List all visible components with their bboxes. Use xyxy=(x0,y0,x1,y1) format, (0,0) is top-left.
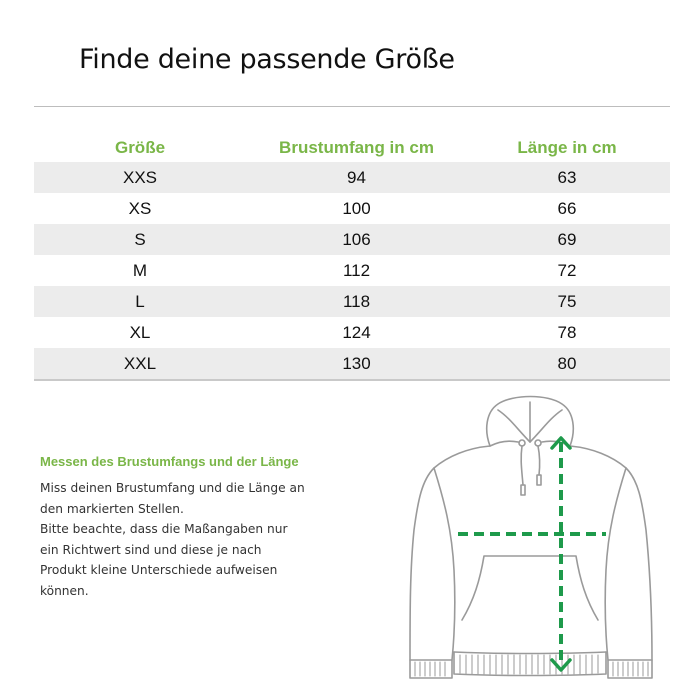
cell-chest: 112 xyxy=(342,260,371,280)
table-row xyxy=(34,224,670,255)
table-row xyxy=(34,255,670,286)
cell-chest: 94 xyxy=(347,167,366,187)
instructions-line: den markierten Stellen. xyxy=(40,501,184,516)
table-row xyxy=(34,348,670,379)
table-row xyxy=(34,162,670,193)
instructions-line: Miss deinen Brustumfang und die Länge an xyxy=(40,481,305,495)
cell-size: XXL xyxy=(123,353,157,373)
cell-chest: 100 xyxy=(342,198,371,218)
cell-size: S xyxy=(134,229,146,249)
measuring-instructions xyxy=(40,454,350,601)
cell-length: 80 xyxy=(557,353,577,373)
table-bottom-rule xyxy=(34,379,670,381)
header-size: Größe xyxy=(114,138,166,157)
title-divider xyxy=(34,106,670,107)
cell-length: 75 xyxy=(557,291,577,311)
cell-length: 78 xyxy=(557,322,577,342)
cell-length: 69 xyxy=(557,229,577,249)
instructions-line: können. xyxy=(40,583,89,598)
instructions-line: ein Richtwert sind und diese je nach xyxy=(40,542,262,557)
cell-chest: 106 xyxy=(342,229,371,249)
cell-size: XXS xyxy=(122,167,158,187)
cell-size: M xyxy=(132,260,148,280)
hoodie-measurement-icon xyxy=(398,390,668,687)
cell-length: 66 xyxy=(557,198,577,218)
cell-size: XL xyxy=(129,322,151,342)
instructions-line: Bitte beachte, dass die Maßangaben nur xyxy=(40,522,288,536)
instructions-line: Produkt kleine Unterschiede aufweisen xyxy=(40,563,278,577)
header-chest: Brustumfang in cm xyxy=(279,138,434,157)
table-row xyxy=(34,286,670,317)
instructions-heading: Messen des Brustumfangs und der Länge xyxy=(40,454,299,469)
cell-size: L xyxy=(135,291,145,311)
cell-chest: 118 xyxy=(342,291,371,311)
cell-length: 72 xyxy=(557,260,577,280)
table-row xyxy=(34,193,670,224)
cell-chest: 130 xyxy=(342,353,371,373)
header-length: Länge in cm xyxy=(517,138,617,157)
page-title: Finde deine passende Größe xyxy=(79,44,455,75)
cell-length: 63 xyxy=(557,167,577,187)
cell-size: XS xyxy=(128,198,152,218)
table-header xyxy=(34,134,670,162)
instructions-text xyxy=(40,478,350,601)
cell-chest: 124 xyxy=(342,322,371,342)
size-table xyxy=(34,134,670,381)
table-row xyxy=(34,317,670,348)
